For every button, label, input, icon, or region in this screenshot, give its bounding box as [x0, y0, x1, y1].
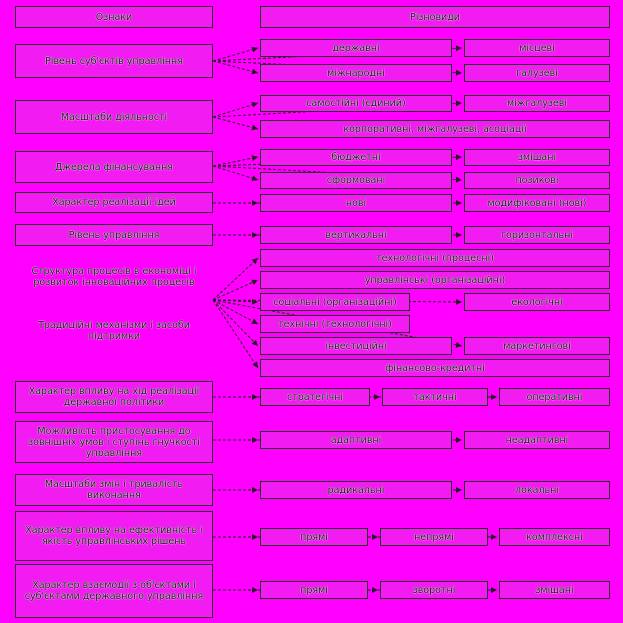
header-features: Ознаки	[15, 6, 213, 28]
feature-box: Характер впливу на ефективність і якість управлінських рішень	[15, 511, 213, 561]
kind-box: технологічні (процесні)	[260, 249, 610, 267]
kind-box: самостійні (єдиний)	[260, 95, 452, 112]
kind-box: корпоративні, міжгалузеві, асоціації	[260, 120, 610, 138]
kind-box: прямі	[260, 581, 368, 599]
kind-box: галузеві	[464, 64, 610, 82]
kind-box: сформовані	[260, 172, 452, 189]
feature-box: Масштаби діяльності	[15, 100, 213, 134]
arrow	[213, 300, 258, 368]
arrow	[213, 280, 258, 300]
kind-box: непрямі	[380, 528, 488, 546]
kind-box: інвестиційні	[260, 337, 452, 355]
arrow	[213, 258, 258, 300]
kind-box: місцеві	[464, 39, 610, 57]
arrow	[213, 103, 258, 117]
kind-box: горизонтальні	[464, 226, 610, 244]
header-kinds: Різновиди	[260, 6, 610, 28]
kind-box: екологічні	[464, 293, 610, 311]
arrow	[213, 117, 258, 129]
kind-box: неадаптивні	[464, 431, 610, 449]
kind-box: управлінські (організаційні)	[260, 271, 610, 289]
feature-box: Характер впливу на хід реалізації державної політики	[15, 381, 213, 413]
kind-box: державні	[260, 39, 452, 57]
feature-box: Характер реалізації ідей	[15, 192, 213, 213]
kind-box: локальні	[464, 481, 610, 499]
feature-box: Рівень управління	[15, 224, 213, 246]
feature-text: Структура процесів в економіці і розвиток інноваційних процесів	[31, 266, 197, 288]
kind-box: зворотні	[380, 581, 488, 599]
kind-box: адаптивні	[260, 431, 452, 449]
kind-box: міжгалузеві	[464, 95, 610, 112]
kind-box: тактичні	[382, 388, 488, 406]
kind-box: вертикальні	[260, 226, 452, 244]
kind-box: радикальні	[260, 481, 452, 499]
feature-box: Джерела фінансування	[15, 151, 213, 183]
kind-box: модифіковані (нові)	[464, 194, 610, 212]
kind-box: маркетингові	[464, 337, 610, 355]
feature-box: Характер взаємодії з об'єктами і суб'єктами державного управління	[15, 564, 213, 618]
kind-box: фінансово-кредитні	[260, 359, 610, 377]
feature-box: Можливість пристосування до зовнішніх умов і ступінь гнучкості управління	[15, 421, 213, 463]
kind-box: комплексні	[499, 528, 610, 546]
kind-box: бюджетні	[260, 149, 452, 166]
arrow	[213, 166, 258, 180]
feature-note: Традиційні механізми і засоби підтримки	[38, 320, 190, 342]
kind-box: міжнародні	[260, 64, 452, 82]
kind-box: позикові	[464, 172, 610, 189]
kind-box: стратегічні	[260, 388, 370, 406]
kind-box: прямі	[260, 528, 368, 546]
feature-box: Рівень суб'єктів управління	[15, 44, 213, 78]
arrow	[213, 61, 258, 73]
arrow	[213, 300, 258, 324]
kind-box: нові	[260, 194, 452, 212]
kind-box: змішані	[464, 149, 610, 166]
feature-box: Масштаби змін і тривалість виконання	[15, 474, 213, 506]
kind-box: технічні (технологічні)	[260, 315, 410, 333]
kind-box: змішані	[499, 581, 610, 599]
arrow	[213, 48, 258, 61]
kind-box: соціальні (організаційні)	[260, 293, 410, 311]
kind-box: оперативні	[499, 388, 610, 406]
arrow	[213, 157, 258, 166]
arrow	[213, 300, 258, 346]
